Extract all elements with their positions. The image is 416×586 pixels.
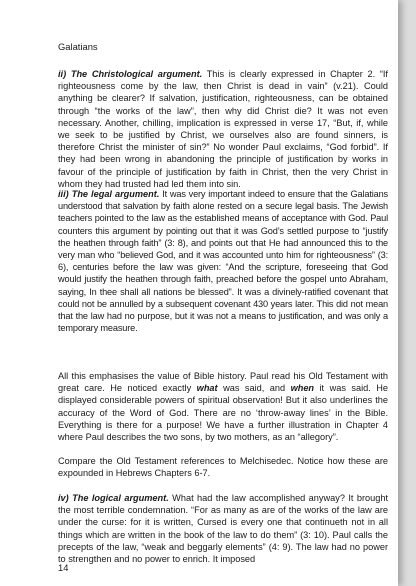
page-number: 14 xyxy=(58,562,69,573)
paragraph-melchisedec xyxy=(58,455,388,479)
paragraph-christological-argument xyxy=(58,68,388,190)
running-head: Galatians xyxy=(58,41,98,52)
paragraph-logical-argument xyxy=(58,492,388,565)
paragraph-text: This is clearly expressed in Chapter 2. “If righteousness come by the law, then Christ is dead in vain” (v.21). Could anything be clearer? If salvation, justification, righteousness, can be obtained through “the works of the law”, then why did Christ die? It was not even necessary. Another, chilling, implication is expressed in verse 17, “But, if, while we seek to be justified by Christ, we ourselves also are found sinners, is therefore Christ the minister of sin?” No wonder Paul exclaims, “God forbid”. If they had been wrong in abandoning the principle of justification by works in favour of the principle of justification by faith in Christ, then the very Christ in whom they had trusted had led them into sin. xyxy=(58,69,388,189)
paragraph-lead: iii) The legal argument. xyxy=(58,189,160,199)
paragraph-text: What had the law accomplished anyway? It brought the most terrible condemnation. “For as many as are of the works of the law are under the curse: for it is written, Cursed is every one that continueth not in all things which are written in the book of the law to do them” (3: 10). Paul calls the precepts of the law, “weak and beggarly elements” (4: 9). The law had no power to strengthen and no power to enrich. It imposed xyxy=(58,493,389,565)
paragraph-text: All this emphasises the value of Bible history. Paul read his Old Testament with great care. He noticed exactly xyxy=(58,371,388,394)
emphasis-what: what xyxy=(196,383,218,394)
paragraph-text: It was very important indeed to ensure that the Galatians understood that salvation by faith alone rested on a secure legal basis. The Jewish teachers pointed to the law as the established means of acceptance with God. Paul counters this argument by pointing out that it was God’s settled purpose to “justify the heathen through faith” (3: 8), and points out that He had announced this to the very man who “believed God, and it was accounted unto him for righteousness” (3: 6), centuries before the law was given: “And the scripture, foreseeing that God would justify the heathen through faith, preached before the gospel unto Abraham, saying, In thee shall all nations be blessed”. It was a divinely-ratified covenant that could not be annulled by a subsequent covenant 430 years later. This did not mean that the law had no purpose, but it was not a means to justification, and was only a temporary measure. xyxy=(58,189,388,334)
paragraph-text: was said, and xyxy=(217,383,291,394)
paragraph-text: it was said. He displayed considerable powers of spiritual observation! But it also underlines the accuracy of the Word of God. There are no ‘throw-away lines’ in the Bible. Everything is there for a purpose! We have a further illustration in Chapter 4 where Paul describes the two sons, by two mothers, as an “allegory”. xyxy=(58,383,388,443)
paragraph-bible-history xyxy=(58,370,388,443)
paragraph-text: Compare the Old Testament references to Melchisedec. Notice how these are expounded in Hebrews Chapters 6-7. xyxy=(58,456,388,479)
emphasis-when: when xyxy=(290,383,315,394)
paragraph-lead: ii) The Christological argument. xyxy=(58,69,203,79)
paragraph-legal-argument xyxy=(58,188,388,334)
paragraph-lead: iv) The logical argument. xyxy=(58,493,169,503)
